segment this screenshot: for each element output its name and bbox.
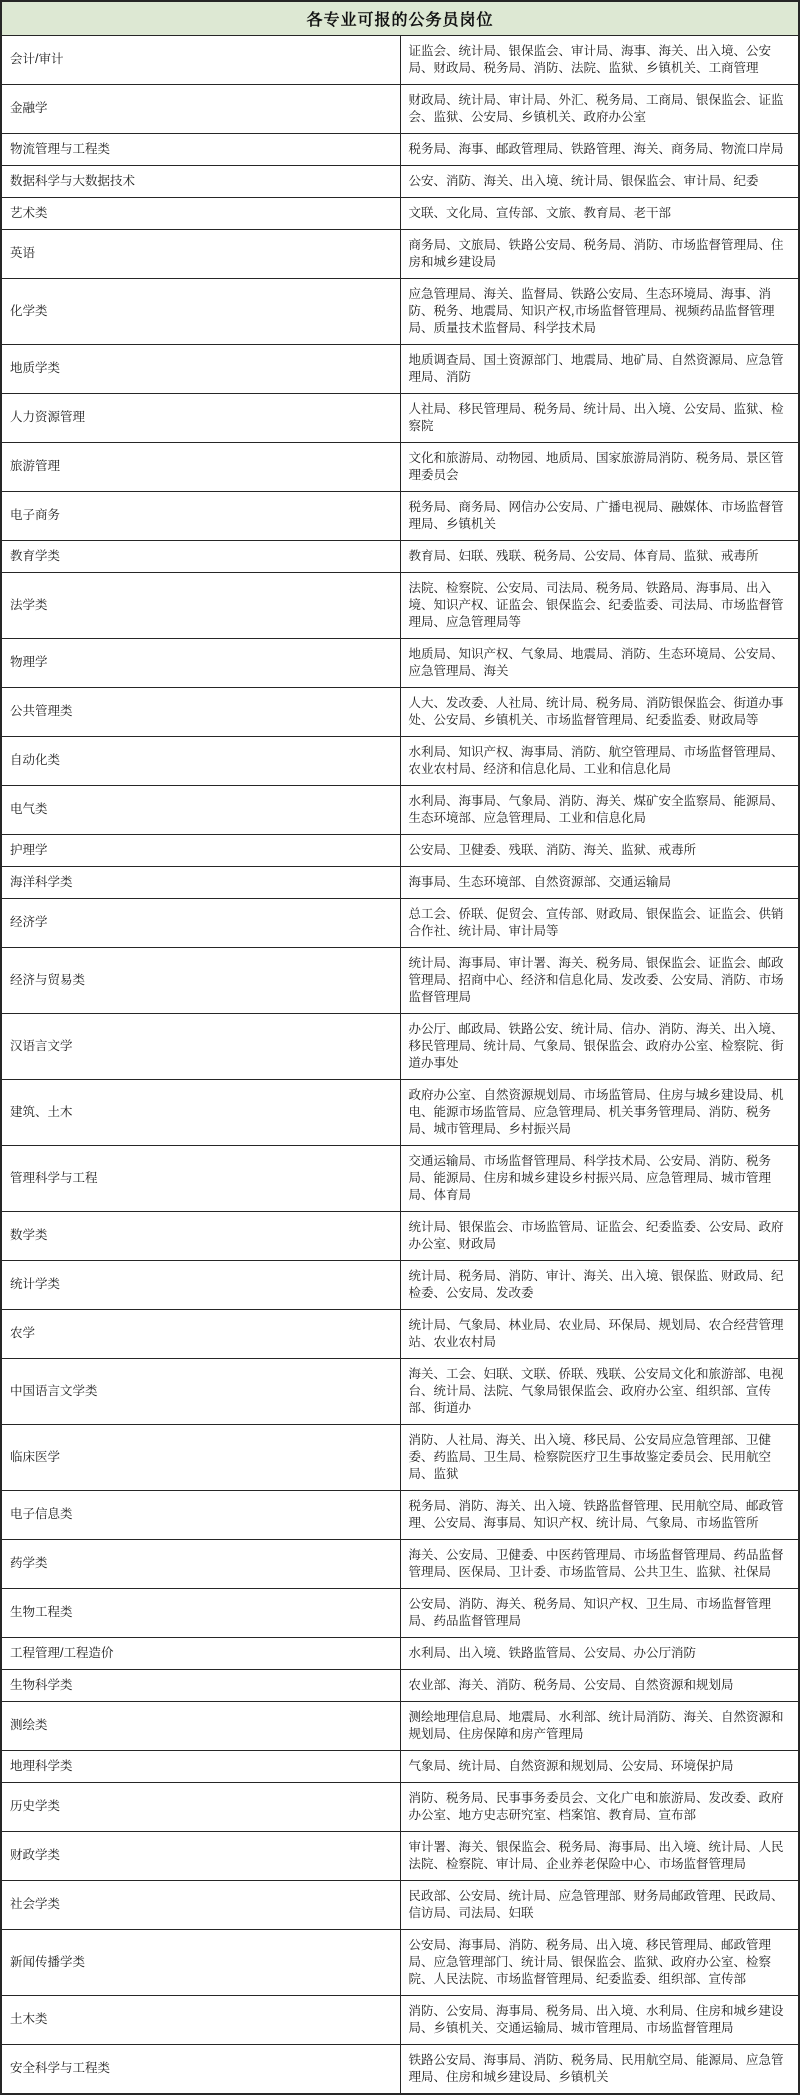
positions-cell: 公安局、海事局、消防、税务局、出入境、移民管理局、邮政管理局、应急管理部门、统计局、银保监会、监狱、政府办公室、检察院、人民法院、市场监督管理局、纪委监委、组织部、宣传部 [400, 1929, 799, 1995]
table-row [1, 1995, 799, 2044]
positions-cell: 公安、消防、海关、出入境、统计局、银保监会、审计局、纪委 [400, 165, 799, 197]
positions-cell: 应急管理局、海关、监督局、铁路公安局、生态环境局、海事、消防、税务、地震局、知识产权,市场监督管理局、视频药品监督管理局、质量技术监督局、科学技术局 [400, 278, 799, 344]
table-row [1, 572, 799, 638]
table-row [1, 491, 799, 540]
major-cell: 金融学 [1, 84, 400, 133]
positions-cell: 财政局、统计局、审计局、外汇、税务局、工商局、银保监会、证监会、监狱、公安局、乡镇机关、政府办公室 [400, 84, 799, 133]
table-row [1, 1013, 799, 1079]
table-row [1, 638, 799, 687]
major-cell: 物流管理与工程类 [1, 133, 400, 165]
major-cell: 药学类 [1, 1539, 400, 1588]
major-cell: 汉语言文学 [1, 1013, 400, 1079]
table-row [1, 278, 799, 344]
positions-cell: 总工会、侨联、促贸会、宣传部、财政局、银保监会、证监会、供销合作社、统计局、审计局等 [400, 898, 799, 947]
major-cell: 工程管理/工程造价 [1, 1637, 400, 1669]
table-row [1, 344, 799, 393]
positions-cell: 审计署、海关、银保监会、税务局、海事局、出入境、统计局、人民法院、检察院、审计局、企业养老保险中心、市场监督管理局 [400, 1831, 799, 1880]
table-row [1, 165, 799, 197]
table-row [1, 1309, 799, 1358]
table-row [1, 1782, 799, 1831]
positions-cell: 水利局、海事局、气象局、消防、海关、煤矿安全监察局、能源局、生态环境部、应急管理局、工业和信息化局 [400, 785, 799, 834]
positions-cell: 税务局、消防、海关、出入境、铁路监督管理、民用航空局、邮政管理、公安局、海事局、知识产权、统计局、气象局、市场监管所 [400, 1490, 799, 1539]
major-cell: 法学类 [1, 572, 400, 638]
table-row [1, 834, 799, 866]
positions-cell: 消防、公安局、海事局、税务局、出入境、水利局、住房和城乡建设局、乡镇机关、交通运输局、城市管理局、市场监督管理局 [400, 1995, 799, 2044]
major-cell: 经济与贸易类 [1, 947, 400, 1013]
major-cell: 艺术类 [1, 197, 400, 229]
positions-cell: 政府办公室、自然资源规划局、市场监管局、住房与城乡建设局、机电、能源市场监管局、应急管理局、机关事务管理局、消防、税务局、城市管理局、乡村振兴局 [400, 1079, 799, 1145]
table-row [1, 687, 799, 736]
table-row [1, 540, 799, 572]
major-cell: 数据科学与大数据技术 [1, 165, 400, 197]
major-cell: 财政学类 [1, 1831, 400, 1880]
major-cell: 数学类 [1, 1211, 400, 1260]
table-row [1, 442, 799, 491]
table-row [1, 2044, 799, 2094]
major-cell: 电气类 [1, 785, 400, 834]
table-row [1, 1358, 799, 1424]
major-cell: 教育学类 [1, 540, 400, 572]
positions-cell: 农业部、海关、消防、税务局、公安局、自然资源和规划局 [400, 1669, 799, 1701]
table-row [1, 133, 799, 165]
table-row [1, 1831, 799, 1880]
positions-cell: 公安局、卫健委、残联、消防、海关、监狱、戒毒所 [400, 834, 799, 866]
table-row [1, 197, 799, 229]
positions-cell: 地质局、知识产权、气象局、地震局、消防、生态环境局、公安局、应急管理局、海关 [400, 638, 799, 687]
major-cell: 旅游管理 [1, 442, 400, 491]
positions-cell: 办公厅、邮政局、铁路公安、统计局、信办、消防、海关、出入境、移民管理局、统计局、气象局、银保监会、政府办公室、检察院、街道办事处 [400, 1013, 799, 1079]
major-cell: 生物工程类 [1, 1588, 400, 1637]
table-row [1, 1211, 799, 1260]
major-cell: 地质学类 [1, 344, 400, 393]
major-cell: 建筑、土木 [1, 1079, 400, 1145]
major-cell: 中国语言文学类 [1, 1358, 400, 1424]
table-row [1, 947, 799, 1013]
table-row [1, 1424, 799, 1490]
positions-cell: 民政部、公安局、统计局、应急管理部、财务局邮政管理、民政局、信访局、司法局、妇联 [400, 1880, 799, 1929]
table-row [1, 1260, 799, 1309]
table-row [1, 1145, 799, 1211]
page-title: 各专业可报的公务员岗位 [1, 1, 799, 35]
table-row [1, 1880, 799, 1929]
positions-cell: 统计局、气象局、林业局、农业局、环保局、规划局、农合经营管理站、农业农村局 [400, 1309, 799, 1358]
positions-cell: 人社局、移民管理局、税务局、统计局、出入境、公安局、监狱、检察院 [400, 393, 799, 442]
table-body [1, 35, 799, 2094]
positions-cell: 统计局、银保监会、市场监管局、证监会、纪委监委、公安局、政府办公室、财政局 [400, 1211, 799, 1260]
table-row [1, 1637, 799, 1669]
positions-cell: 法院、检察院、公安局、司法局、税务局、铁路局、海事局、出入境、知识产权、证监会、银保监会、纪委监委、司法局、市场监督管理局、应急管理局等 [400, 572, 799, 638]
major-cell: 统计学类 [1, 1260, 400, 1309]
table-row [1, 1539, 799, 1588]
table-row [1, 1588, 799, 1637]
table-row [1, 736, 799, 785]
major-cell: 化学类 [1, 278, 400, 344]
positions-cell: 水利局、出入境、铁路监管局、公安局、办公厅消防 [400, 1637, 799, 1669]
major-cell: 公共管理类 [1, 687, 400, 736]
major-cell: 人力资源管理 [1, 393, 400, 442]
table-row [1, 1750, 799, 1782]
positions-cell: 测绘地理信息局、地震局、水利部、统计局消防、海关、自然资源和规划局、住房保障和房产管理局 [400, 1701, 799, 1750]
positions-cell: 地质调查局、国土资源部门、地震局、地矿局、自然资源局、应急管理局、消防 [400, 344, 799, 393]
major-cell: 护理学 [1, 834, 400, 866]
positions-cell: 税务局、商务局、网信办公安局、广播电视局、融媒体、市场监督管理局、乡镇机关 [400, 491, 799, 540]
table-row [1, 1701, 799, 1750]
major-cell: 会计/审计 [1, 35, 400, 84]
major-cell: 电子商务 [1, 491, 400, 540]
table-row [1, 1929, 799, 1995]
table-row [1, 785, 799, 834]
table-row [1, 393, 799, 442]
major-cell: 新闻传播学类 [1, 1929, 400, 1995]
positions-cell: 消防、税务局、民事事务委员会、文化广电和旅游局、发改委、政府办公室、地方史志研究室、档案馆、教育局、宣布部 [400, 1782, 799, 1831]
table-row [1, 1490, 799, 1539]
major-cell: 安全科学与工程类 [1, 2044, 400, 2094]
table-row [1, 35, 799, 84]
major-cell: 管理科学与工程 [1, 1145, 400, 1211]
positions-cell: 商务局、文旅局、铁路公安局、税务局、消防、市场监督管理局、住房和城乡建设局 [400, 229, 799, 278]
major-cell: 临床医学 [1, 1424, 400, 1490]
major-cell: 农学 [1, 1309, 400, 1358]
positions-cell: 人大、发改委、人社局、统计局、税务局、消防银保监会、街道办事处、公安局、乡镇机关、市场监督管理局、纪委监委、财政局等 [400, 687, 799, 736]
positions-cell: 消防、人社局、海关、出入境、移民局、公安局应急管理部、卫健委、药监局、卫生局、检察院医疗卫生事故鉴定委员会、民用航空局、监狱 [400, 1424, 799, 1490]
table-title-row [1, 1, 799, 35]
positions-cell: 铁路公安局、海事局、消防、税务局、民用航空局、能源局、应急管理局、住房和城乡建设局、乡镇机关 [400, 2044, 799, 2094]
major-cell: 地理科学类 [1, 1750, 400, 1782]
table-header [1, 1, 799, 35]
table-row [1, 84, 799, 133]
major-cell: 生物科学类 [1, 1669, 400, 1701]
positions-cell: 统计局、税务局、消防、审计、海关、出入境、银保监、财政局、纪检委、公安局、发改委 [400, 1260, 799, 1309]
positions-cell: 交通运输局、市场监督管理局、科学技术局、公安局、消防、税务局、能源局、住房和城乡建设乡村振兴局、应急管理局、城市管理局、体育局 [400, 1145, 799, 1211]
positions-cell: 文联、文化局、宣传部、文旅、教育局、老干部 [400, 197, 799, 229]
major-cell: 社会学类 [1, 1880, 400, 1929]
major-cell: 土木类 [1, 1995, 400, 2044]
table-row [1, 229, 799, 278]
positions-cell: 证监会、统计局、银保监会、审计局、海事、海关、出入境、公安局、财政局、税务局、消防、法院、监狱、乡镇机关、工商管理 [400, 35, 799, 84]
positions-cell: 教育局、妇联、残联、税务局、公安局、体育局、监狱、戒毒所 [400, 540, 799, 572]
positions-cell: 气象局、统计局、自然资源和规划局、公安局、环境保护局 [400, 1750, 799, 1782]
positions-cell: 税务局、海事、邮政管理局、铁路管理、海关、商务局、物流口岸局 [400, 133, 799, 165]
major-cell: 自动化类 [1, 736, 400, 785]
major-cell: 电子信息类 [1, 1490, 400, 1539]
table-row [1, 1079, 799, 1145]
positions-cell: 海关、公安局、卫健委、中医药管理局、市场监督管理局、药品监督管理局、医保局、卫计委、市场监管局、公共卫生、监狱、社保局 [400, 1539, 799, 1588]
table-row [1, 1669, 799, 1701]
table-row [1, 898, 799, 947]
major-cell: 物理学 [1, 638, 400, 687]
positions-cell: 统计局、海事局、审计署、海关、税务局、银保监会、证监会、邮政管理局、招商中心、经济和信息化局、发改委、公安局、消防、市场监督管理局 [400, 947, 799, 1013]
major-cell: 英语 [1, 229, 400, 278]
positions-cell: 文化和旅游局、动物园、地质局、国家旅游局消防、税务局、景区管理委员会 [400, 442, 799, 491]
positions-cell: 公安局、消防、海关、税务局、知识产权、卫生局、市场监督管理局、药品监督管理局 [400, 1588, 799, 1637]
major-cell: 测绘类 [1, 1701, 400, 1750]
positions-cell: 海关、工会、妇联、文联、侨联、残联、公安局文化和旅游部、电视台、统计局、法院、气象局银保监会、政府办公室、组织部、宣传部、街道办 [400, 1358, 799, 1424]
major-cell: 海洋科学类 [1, 866, 400, 898]
positions-cell: 海事局、生态环境部、自然资源部、交通运输局 [400, 866, 799, 898]
table-row [1, 866, 799, 898]
major-cell: 经济学 [1, 898, 400, 947]
major-cell: 历史学类 [1, 1782, 400, 1831]
positions-cell: 水利局、知识产权、海事局、消防、航空管理局、市场监督管理局、农业农村局、经济和信息化局、工业和信息化局 [400, 736, 799, 785]
